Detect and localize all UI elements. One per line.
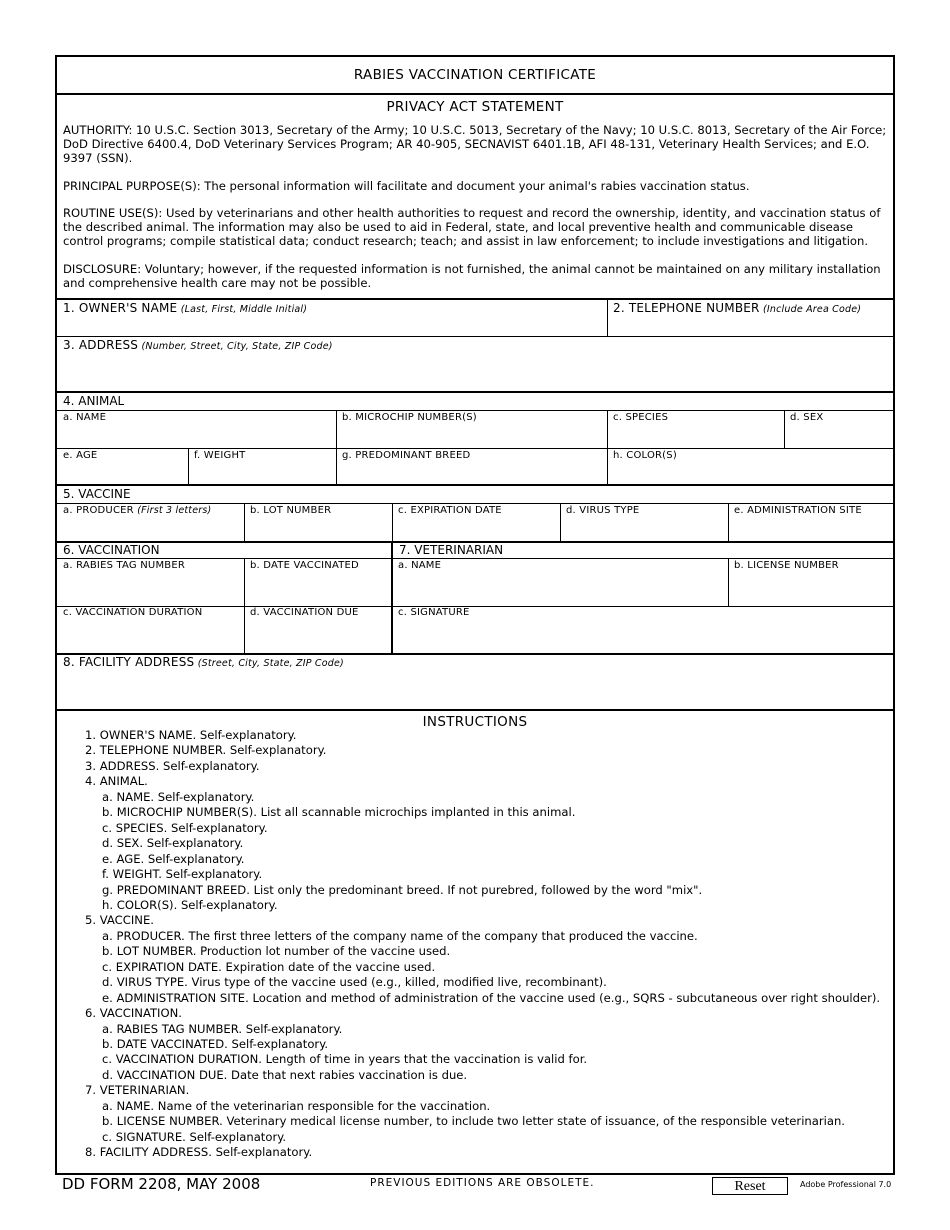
instruction-subitem: b. LICENSE NUMBER. Veterinary medical license number, to include two letter state of issuance, of the responsible veterinarian. <box>102 1114 845 1129</box>
instruction-subitem: c. SIGNATURE. Self-explanatory. <box>102 1129 287 1144</box>
divider <box>560 503 561 541</box>
privacy-disclosure: DISCLOSURE: Voluntary; however, if the requested information is not furnished, the animal cannot be maintained on any military installation and comprehensive health care may not be possible. <box>63 262 881 290</box>
instruction-item: 1. OWNER'S NAME. Self-explanatory. <box>85 728 297 742</box>
facility-address-label: 8. FACILITY ADDRESS (Street, City, State, ZIP Code) <box>63 655 344 669</box>
instruction-subitem: h. COLOR(S). Self-explanatory. <box>102 897 278 912</box>
instruction-subitem: d. SEX. Self-explanatory. <box>102 836 244 851</box>
owner-name-label: 1. OWNER'S NAME (Last, First, Middle Initial) <box>63 301 308 315</box>
breed-label: g. PREDOMINANT BREED <box>342 450 471 461</box>
divider <box>57 336 893 337</box>
instruction-subitem: b. DATE VACCINATED. Self-explanatory. <box>102 1037 329 1051</box>
vet-name-input[interactable] <box>394 575 730 605</box>
vaccination-duration-label: c. VACCINATION DURATION <box>63 607 203 618</box>
weight-input[interactable] <box>190 464 338 485</box>
form-title: RABIES VACCINATION CERTIFICATE <box>353 67 597 83</box>
divider <box>57 298 893 300</box>
species-label: c. SPECIES <box>613 412 669 423</box>
weight-label: f. WEIGHT <box>194 450 246 461</box>
privacy-routine-use: ROUTINE USE(S): Used by veterinarians and other health authorities to request and record the ownership, identity, and vaccination status of the described animal. The information may also be used to aid in Federal, state, and local preventive health and communicable disease control programs; compile statistical data; conduct research; teach; and assist in law enforcement; to include investigations and litigation. <box>63 206 881 248</box>
sex-input[interactable] <box>786 426 894 448</box>
address-input[interactable] <box>59 355 893 391</box>
license-number-label: b. LICENSE NUMBER <box>734 560 839 571</box>
facility-address-input[interactable] <box>59 672 893 708</box>
reset-button[interactable]: Reset <box>712 1177 788 1195</box>
divider <box>57 709 893 711</box>
instruction-item: 7. VETERINARIAN. <box>85 1083 190 1098</box>
virus-type-input[interactable] <box>562 519 730 541</box>
software-version: Adobe Professional 7.0 <box>800 1180 892 1189</box>
instruction-item: 4. ANIMAL. <box>85 774 148 789</box>
telephone-label: 2. TELEPHONE NUMBER (Include Area Code) <box>613 301 862 315</box>
vaccination-due-label: d. VACCINATION DUE <box>250 607 359 618</box>
producer-label: a. PRODUCER (First 3 letters) <box>63 505 212 516</box>
rabies-certificate-form <box>55 55 895 1175</box>
instruction-subitem: d. VIRUS TYPE. Virus type of the vaccine used (e.g., killed, modified live, recombinant). <box>102 975 607 990</box>
instruction-subitem: g. PREDOMINANT BREED. List only the predominant breed. If not purebred, followed by the word "mix". <box>102 882 703 897</box>
species-input[interactable] <box>609 426 785 448</box>
signature-label: c. SIGNATURE <box>398 607 470 618</box>
instruction-subitem: e. ADMINISTRATION SITE. Location and method of administration of the vaccine used (e.g., SQRS - subcutaneous over right shoulder). <box>102 990 881 1005</box>
expiration-date-input[interactable] <box>394 519 562 541</box>
animal-name-label: a. NAME <box>63 412 107 423</box>
instruction-item: 5. VACCINE. <box>85 913 154 928</box>
instruction-subitem: e. AGE. Self-explanatory. <box>102 851 245 866</box>
divider <box>57 484 893 486</box>
divider <box>188 448 189 484</box>
obsolete-notice: PREVIOUS EDITIONS ARE OBSOLETE. <box>370 1177 595 1189</box>
breed-input[interactable] <box>338 464 608 485</box>
vaccination-due-input[interactable] <box>246 622 392 652</box>
animal-name-input[interactable] <box>59 426 337 448</box>
signature-field[interactable] <box>394 622 890 650</box>
producer-input[interactable] <box>59 519 245 541</box>
vaccination-section-heading: 6. VACCINATION <box>63 543 160 557</box>
privacy-purpose: PRINCIPAL PURPOSE(S): The personal information will facilitate and document your animal's rabies vaccination status. <box>63 179 750 193</box>
microchip-input[interactable] <box>338 426 608 448</box>
divider <box>57 391 893 393</box>
instruction-subitem: b. LOT NUMBER. Production lot number of the vaccine used. <box>102 944 451 959</box>
divider <box>728 503 729 541</box>
divider <box>57 558 893 559</box>
telephone-input[interactable] <box>609 315 893 337</box>
instruction-subitem: f. WEIGHT. Self-explanatory. <box>102 867 263 882</box>
instruction-item: 6. VACCINATION. <box>85 1006 182 1021</box>
color-input[interactable] <box>609 464 893 485</box>
sex-label: d. SEX <box>790 412 824 423</box>
instruction-item: 8. FACILITY ADDRESS. Self-explanatory. <box>85 1145 313 1160</box>
divider <box>57 503 893 504</box>
divider <box>607 300 608 336</box>
divider <box>57 93 893 95</box>
divider <box>784 410 785 448</box>
instruction-item: 3. ADDRESS. Self-explanatory. <box>85 758 260 773</box>
divider <box>244 503 245 541</box>
instruction-subitem: a. PRODUCER. The first three letters of the company name of the company that produced the vaccine. <box>102 928 698 943</box>
instructions-heading: INSTRUCTIONS <box>422 714 528 730</box>
animal-section-heading: 4. ANIMAL <box>63 394 125 408</box>
divider <box>57 448 893 449</box>
license-number-input[interactable] <box>730 575 894 605</box>
instruction-subitem: c. VACCINATION DURATION. Length of time in years that the vaccination is valid for. <box>102 1052 588 1067</box>
instruction-subitem: d. VACCINATION DUE. Date that next rabies vaccination is due. <box>102 1067 468 1082</box>
privacy-heading: PRIVACY ACT STATEMENT <box>386 99 564 115</box>
vaccination-duration-input[interactable] <box>59 622 245 652</box>
color-label: h. COLOR(S) <box>613 450 677 461</box>
lot-number-label: b. LOT NUMBER <box>250 505 332 516</box>
divider <box>57 410 893 411</box>
instruction-subitem: a. RABIES TAG NUMBER. Self-explanatory. <box>102 1021 343 1036</box>
age-label: e. AGE <box>63 450 98 461</box>
divider <box>392 503 393 541</box>
age-input[interactable] <box>59 464 189 485</box>
instruction-item: 2. TELEPHONE NUMBER. Self-explanatory. <box>85 743 327 758</box>
rabies-tag-input[interactable] <box>59 575 245 605</box>
privacy-authority: AUTHORITY: 10 U.S.C. Section 3013, Secretary of the Army; 10 U.S.C. 5013, Secretary of the Navy; 10 U.S.C. 8013, Secretary of the Air Force; DoD Directive 6400.4, DoD Veterinary Services Program; AR 40-905, SECNAVIST 6401.1B, AFI 48-131, Veterinary Health Services; and E.O. 9397 (SSN). <box>63 123 887 165</box>
expiration-date-label: c. EXPIRATION DATE <box>398 505 502 516</box>
instruction-subitem: b. MICROCHIP NUMBER(S). List all scannable microchips implanted in this animal. <box>102 805 576 820</box>
address-label: 3. ADDRESS (Number, Street, City, State, ZIP Code) <box>63 338 333 352</box>
date-vaccinated-input[interactable] <box>246 575 392 605</box>
lot-number-input[interactable] <box>246 519 394 541</box>
instruction-subitem: a. NAME. Self-explanatory. <box>102 789 255 804</box>
microchip-label: b. MICROCHIP NUMBER(S) <box>342 412 477 423</box>
divider <box>728 558 729 606</box>
owner-name-input[interactable] <box>59 315 607 337</box>
form-identifier: DD FORM 2208, MAY 2008 <box>62 1175 261 1193</box>
administration-site-input[interactable] <box>730 519 894 541</box>
administration-site-label: e. ADMINISTRATION SITE <box>734 505 862 516</box>
date-vaccinated-label: b. DATE VACCINATED <box>250 560 359 571</box>
vaccine-section-heading: 5. VACCINE <box>63 487 131 501</box>
instruction-subitem: c. SPECIES. Self-explanatory. <box>102 820 268 835</box>
instruction-subitem: c. EXPIRATION DATE. Expiration date of the vaccine used. <box>102 959 436 974</box>
rabies-tag-label: a. RABIES TAG NUMBER <box>63 560 186 571</box>
instruction-subitem: a. NAME. Name of the veterinarian responsible for the vaccination. <box>102 1098 491 1113</box>
veterinarian-section-heading: 7. VETERINARIAN <box>399 543 504 557</box>
virus-type-label: d. VIRUS TYPE <box>566 505 640 516</box>
vet-name-label: a. NAME <box>398 560 442 571</box>
